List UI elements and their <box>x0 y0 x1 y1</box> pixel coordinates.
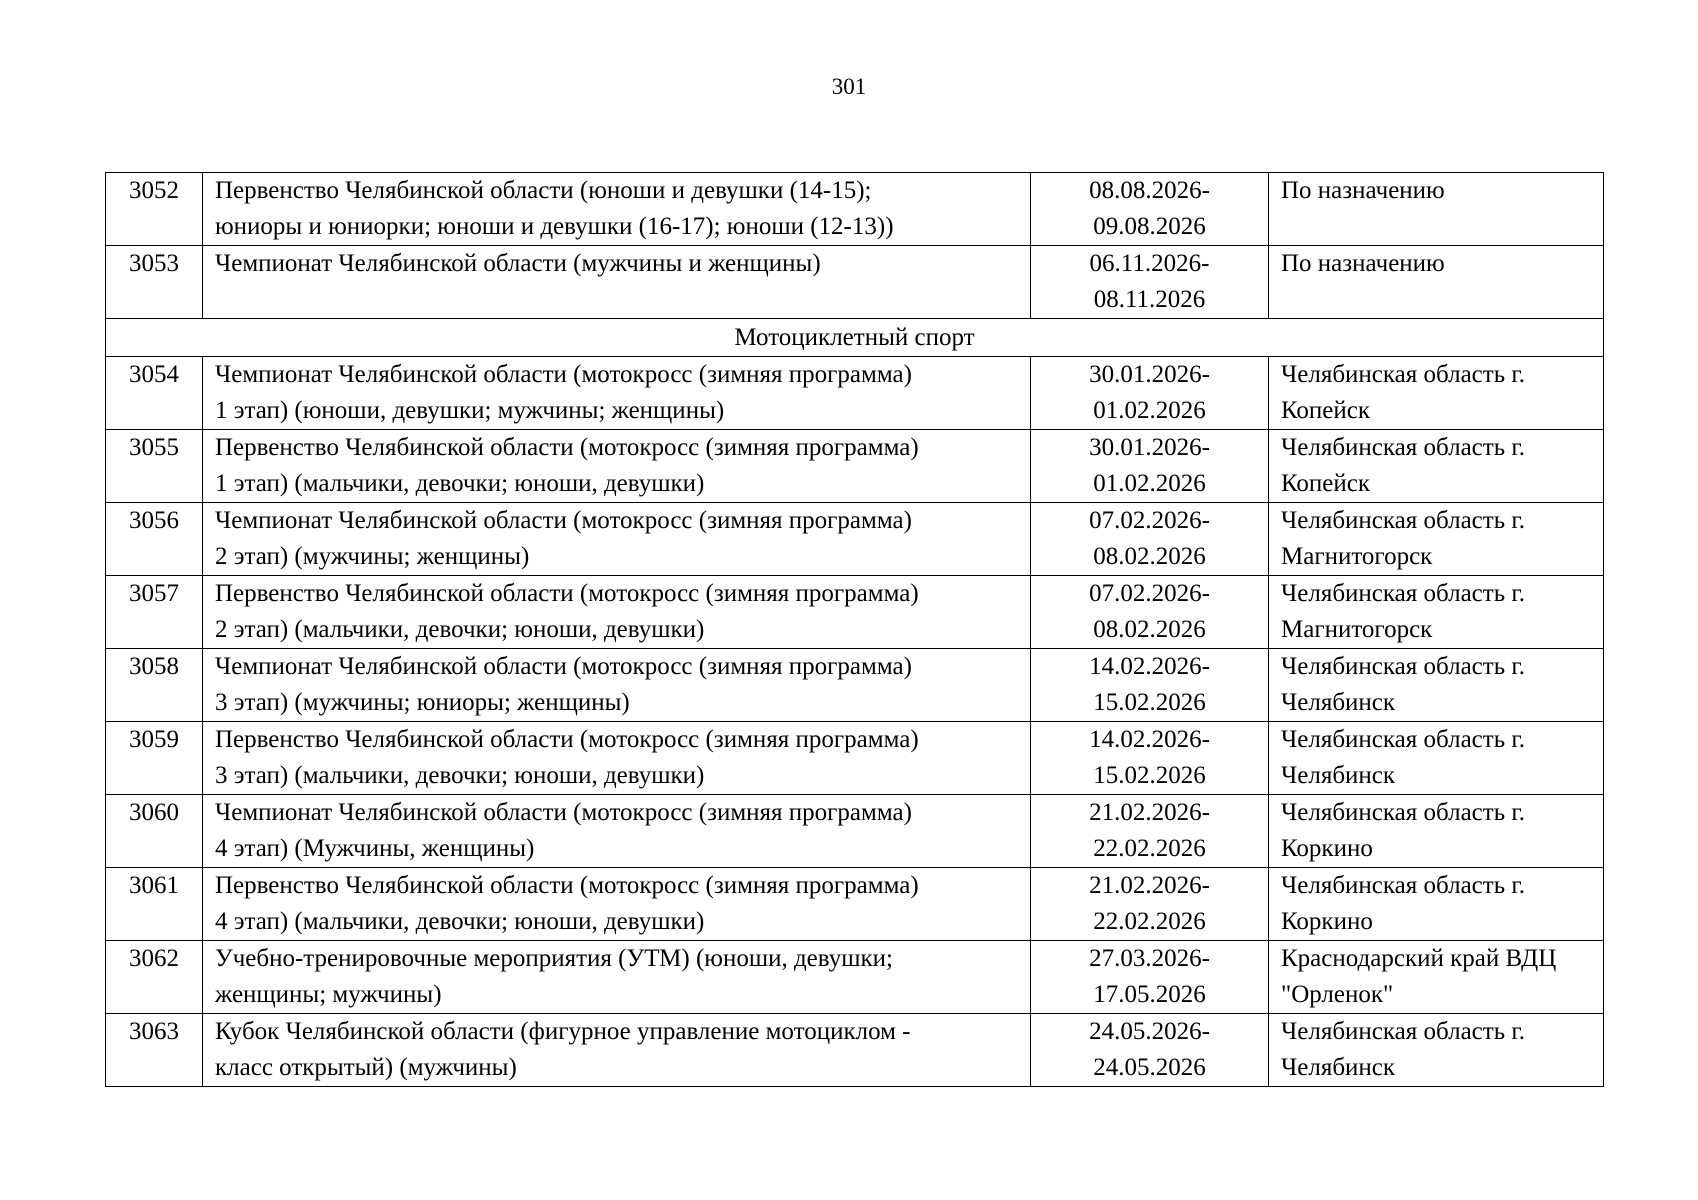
event-date-start: 27.03.2026- <box>1089 945 1210 972</box>
table-row <box>106 795 1604 868</box>
event-dates-cell <box>1031 795 1269 868</box>
event-date-start: 07.02.2026- <box>1089 507 1210 534</box>
event-date-start: 14.02.2026- <box>1089 726 1210 753</box>
event-number: 3061 <box>129 872 179 899</box>
event-date-start: 06.11.2026- <box>1089 250 1210 277</box>
event-place-cell <box>1269 868 1604 941</box>
event-name-line: юниоры и юниорки; юноши и девушки (16-17); юноши (12-13)) <box>215 213 894 240</box>
event-number: 3053 <box>129 250 179 277</box>
event-date-end: 24.05.2026 <box>1093 1054 1206 1081</box>
event-name-line: класс открытый) (мужчины) <box>215 1054 517 1081</box>
event-number-cell <box>106 795 203 868</box>
event-date-end: 17.05.2026 <box>1093 981 1206 1008</box>
event-name-cell <box>203 173 1031 246</box>
event-name-line: Чемпионат Челябинской области (мужчины и женщины) <box>215 250 821 277</box>
table-row <box>106 503 1604 576</box>
event-number: 3059 <box>129 726 179 753</box>
event-place-cell <box>1269 576 1604 649</box>
events-table-body <box>106 173 1604 1087</box>
event-date-end: 22.02.2026 <box>1093 835 1206 862</box>
event-date-end: 15.02.2026 <box>1093 689 1206 716</box>
event-name-line: женщины; мужчины) <box>215 981 442 1008</box>
event-place-line: Коркино <box>1281 908 1373 935</box>
table-row <box>106 576 1604 649</box>
event-name-line: Первенство Челябинской области (юноши и девушки (14-15); <box>215 177 872 204</box>
event-name-line: Первенство Челябинской области (мотокросс (зимняя программа) <box>215 726 919 753</box>
event-dates-cell <box>1031 430 1269 503</box>
event-name-line: Первенство Челябинской области (мотокросс (зимняя программа) <box>215 434 919 461</box>
event-place-line: Челябинская область г. <box>1281 872 1526 899</box>
event-place-line: Челябинская область г. <box>1281 653 1526 680</box>
event-number-cell <box>106 941 203 1014</box>
event-date-end: 09.08.2026 <box>1093 213 1206 240</box>
event-name-cell <box>203 357 1031 430</box>
event-number-cell <box>106 649 203 722</box>
event-place-cell <box>1269 357 1604 430</box>
event-place-line: "Орленок" <box>1281 981 1394 1008</box>
event-name-cell <box>203 246 1031 319</box>
event-number-cell <box>106 576 203 649</box>
event-place-cell <box>1269 246 1604 319</box>
event-date-end: 08.11.2026 <box>1093 286 1206 313</box>
event-number: 3052 <box>129 177 179 204</box>
event-name-cell <box>203 795 1031 868</box>
table-row <box>106 649 1604 722</box>
event-name-line: Чемпионат Челябинской области (мотокросс (зимняя программа) <box>215 799 912 826</box>
event-dates-cell <box>1031 576 1269 649</box>
event-name-line: Кубок Челябинской области (фигурное управление мотоциклом - <box>215 1018 911 1045</box>
event-name-line: Первенство Челябинской области (мотокросс (зимняя программа) <box>215 872 919 899</box>
table-row <box>106 430 1604 503</box>
event-name-cell <box>203 868 1031 941</box>
event-name-cell <box>203 941 1031 1014</box>
event-name-cell <box>203 576 1031 649</box>
event-place-line: Копейск <box>1281 470 1371 497</box>
event-place-cell <box>1269 503 1604 576</box>
event-date-start: 30.01.2026- <box>1089 434 1210 461</box>
table-row <box>106 722 1604 795</box>
event-date-start: 24.05.2026- <box>1089 1018 1210 1045</box>
event-number: 3063 <box>129 1018 179 1045</box>
events-table <box>105 172 1604 1087</box>
event-name-line <box>215 282 1024 318</box>
event-number-cell <box>106 868 203 941</box>
table-row <box>106 1014 1604 1087</box>
table-row <box>106 357 1604 430</box>
event-number-cell <box>106 246 203 319</box>
event-date-end: 01.02.2026 <box>1093 397 1206 424</box>
event-name-line: 4 этап) (мальчики, девочки; юноши, девушки) <box>215 908 705 935</box>
event-number: 3062 <box>129 945 179 972</box>
event-name-line: Чемпионат Челябинской области (мотокросс (зимняя программа) <box>215 507 912 534</box>
event-dates-cell <box>1031 357 1269 430</box>
table-row <box>106 246 1604 319</box>
event-dates-cell <box>1031 722 1269 795</box>
event-place-line <box>1281 282 1599 318</box>
table-row <box>106 941 1604 1014</box>
event-place-cell <box>1269 1014 1604 1087</box>
event-dates-cell <box>1031 503 1269 576</box>
event-date-start: 14.02.2026- <box>1089 653 1210 680</box>
event-number-cell <box>106 430 203 503</box>
event-place-line: Челябинск <box>1281 689 1396 716</box>
event-place-line: Магнитогорск <box>1281 543 1433 570</box>
event-place-cell <box>1269 649 1604 722</box>
event-date-end: 01.02.2026 <box>1093 470 1206 497</box>
event-dates-cell <box>1031 941 1269 1014</box>
event-place-line <box>1281 209 1599 245</box>
event-number-cell <box>106 173 203 246</box>
event-place-cell <box>1269 941 1604 1014</box>
event-date-start: 08.08.2026- <box>1089 177 1210 204</box>
section-header-row <box>106 319 1604 357</box>
event-place-line: Челябинская область г. <box>1281 434 1526 461</box>
event-number: 3058 <box>129 653 179 680</box>
event-number: 3056 <box>129 507 179 534</box>
event-place-line: Челябинск <box>1281 762 1396 789</box>
event-name-cell <box>203 722 1031 795</box>
event-place-line: По назначению <box>1281 250 1445 277</box>
event-date-end: 08.02.2026 <box>1093 543 1206 570</box>
event-name-line: Чемпионат Челябинской области (мотокросс (зимняя программа) <box>215 361 912 388</box>
event-name-cell <box>203 649 1031 722</box>
event-date-end: 08.02.2026 <box>1093 616 1206 643</box>
event-date-end: 15.02.2026 <box>1093 762 1206 789</box>
event-dates-cell <box>1031 868 1269 941</box>
event-dates-cell <box>1031 649 1269 722</box>
event-place-line: Челябинская область г. <box>1281 726 1526 753</box>
event-place-cell <box>1269 722 1604 795</box>
event-number-cell <box>106 357 203 430</box>
event-place-line: Копейск <box>1281 397 1371 424</box>
event-name-cell <box>203 430 1031 503</box>
event-name-line: 1 этап) (юноши, девушки; мужчины; женщины) <box>215 397 725 424</box>
event-number-cell <box>106 722 203 795</box>
event-place-line: По назначению <box>1281 177 1445 204</box>
event-date-start: 21.02.2026- <box>1089 872 1210 899</box>
event-name-line: 3 этап) (мужчины; юниоры; женщины) <box>215 689 630 716</box>
event-name-cell <box>203 1014 1031 1087</box>
event-number: 3055 <box>129 434 179 461</box>
event-place-line: Челябинская область г. <box>1281 1018 1526 1045</box>
event-number: 3060 <box>129 799 179 826</box>
event-dates-cell <box>1031 1014 1269 1087</box>
event-name-line: 2 этап) (мужчины; женщины) <box>215 543 530 570</box>
event-date-start: 21.02.2026- <box>1089 799 1210 826</box>
event-dates-cell <box>1031 173 1269 246</box>
event-number-cell <box>106 503 203 576</box>
event-name-line: Чемпионат Челябинской области (мотокросс (зимняя программа) <box>215 653 912 680</box>
event-place-line: Челябинская область г. <box>1281 361 1526 388</box>
event-date-start: 07.02.2026- <box>1089 580 1210 607</box>
event-dates-cell <box>1031 246 1269 319</box>
event-name-line: 3 этап) (мальчики, девочки; юноши, девушки) <box>215 762 705 789</box>
event-number-cell <box>106 1014 203 1087</box>
event-name-line: 4 этап) (Мужчины, женщины) <box>215 835 535 862</box>
event-name-line: 1 этап) (мальчики, девочки; юноши, девушки) <box>215 470 705 497</box>
event-name-cell <box>203 503 1031 576</box>
event-place-cell <box>1269 173 1604 246</box>
table-row <box>106 173 1604 246</box>
event-place-cell <box>1269 430 1604 503</box>
event-date-end: 22.02.2026 <box>1093 908 1206 935</box>
event-date-start: 30.01.2026- <box>1089 361 1210 388</box>
table-row <box>106 868 1604 941</box>
event-number: 3057 <box>129 580 179 607</box>
event-place-cell <box>1269 795 1604 868</box>
event-place-line: Челябинск <box>1281 1054 1396 1081</box>
event-place-line: Челябинская область г. <box>1281 507 1526 534</box>
event-name-line: Первенство Челябинской области (мотокросс (зимняя программа) <box>215 580 919 607</box>
event-name-line: 2 этап) (мальчики, девочки; юноши, девушки) <box>215 616 705 643</box>
event-place-line: Челябинская область г. <box>1281 799 1526 826</box>
event-place-line: Коркино <box>1281 835 1373 862</box>
page-number: 301 <box>831 74 867 99</box>
event-place-line: Магнитогорск <box>1281 616 1433 643</box>
event-place-line: Челябинская область г. <box>1281 580 1526 607</box>
section-title: Мотоциклетный спорт <box>106 319 1604 357</box>
event-number: 3054 <box>129 361 179 388</box>
event-place-line: Краснодарский край ВДЦ <box>1281 945 1557 972</box>
event-name-line: Учебно-тренировочные мероприятия (УТМ) (юноши, девушки; <box>215 945 893 972</box>
